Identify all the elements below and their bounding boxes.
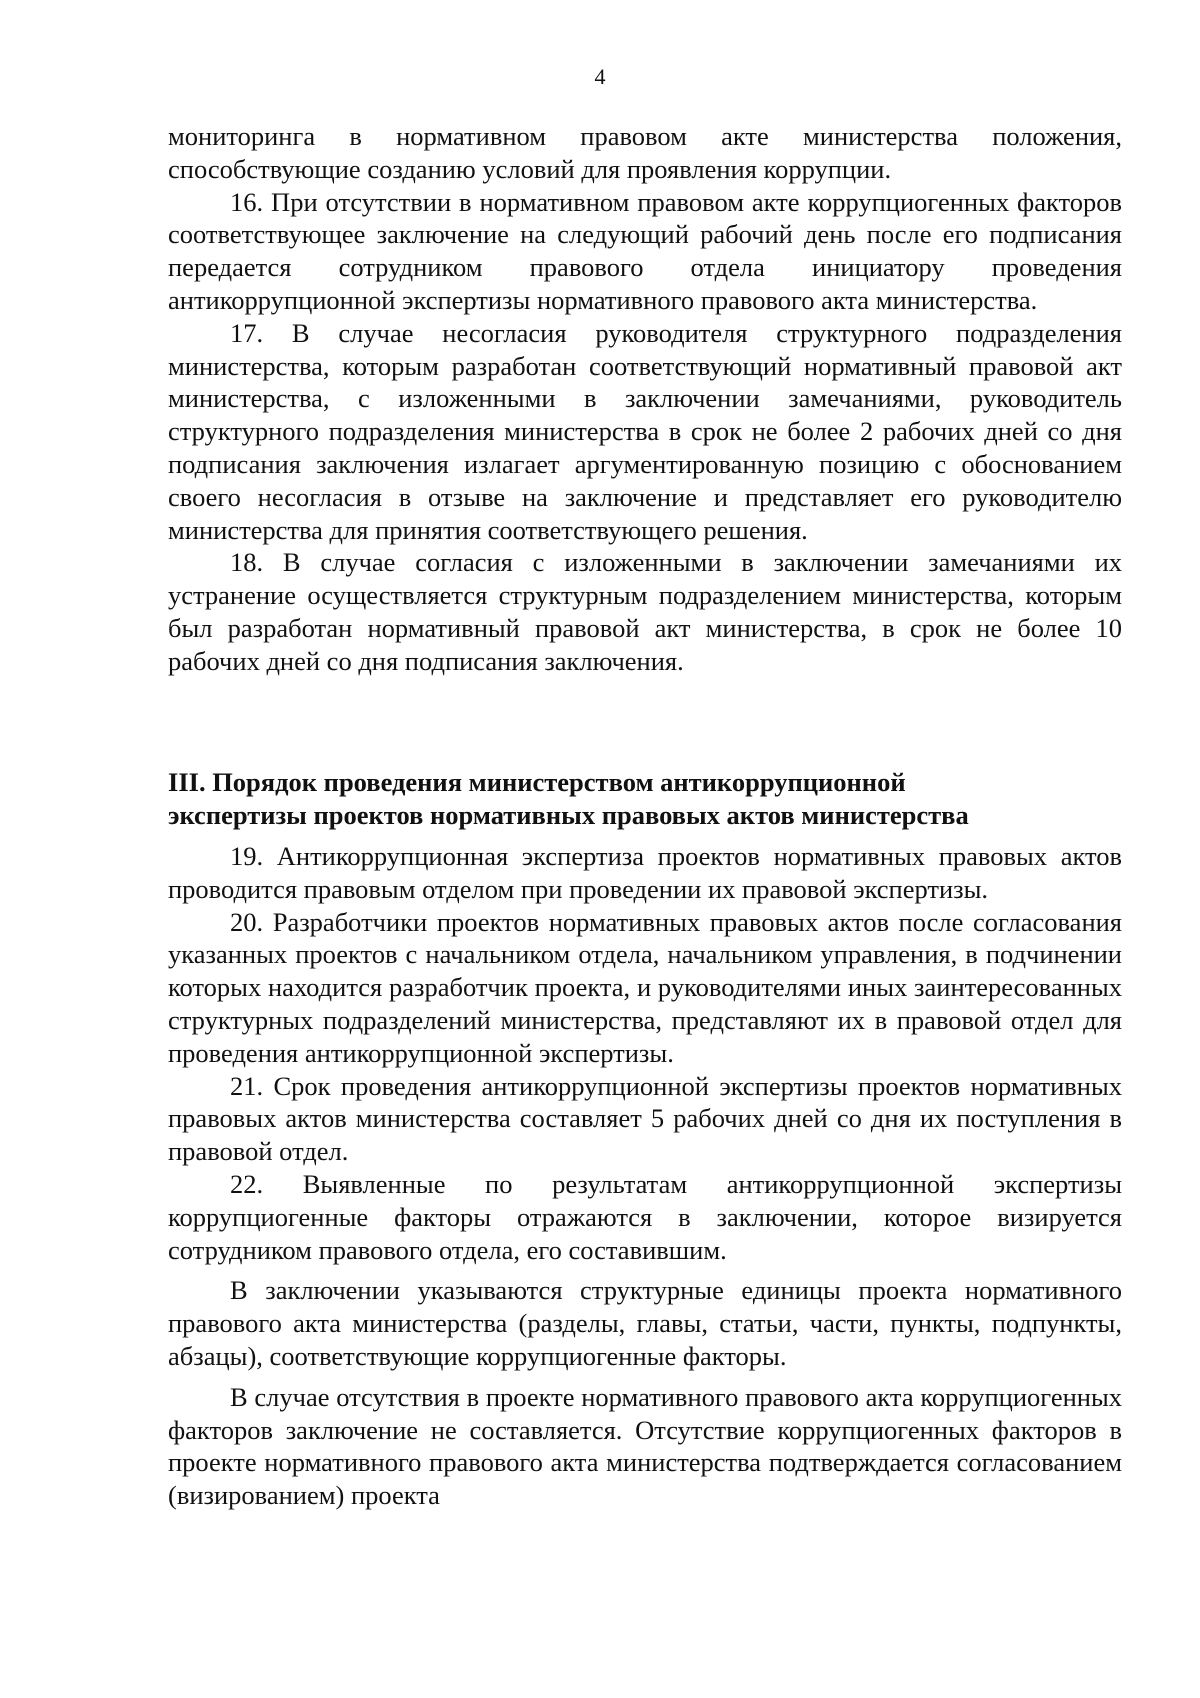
paragraph-continuation: мониторинга в нормативном правовом акте министерства положения, способствующие созданию условий для проявления коррупции. (168, 121, 1122, 184)
section-heading-line-2: экспертизы проектов нормативных правовых актов министерства (168, 799, 969, 830)
paragraph-19: 19. Антикоррупционная экспертиза проектов нормативных правовых актов проводится правовым отделом при проведении их правовой экспертизы. (168, 841, 1122, 904)
section-heading-line-1: III. Порядок проведения министерством антикоррупционной (168, 767, 906, 797)
paragraph-18: 18. В случае согласия с изложенными в заключении замечаниями их устранение осуществляется структурным подразделением министерства, которым был разработан нормативный правовой акт министерства, в срок не более 10 рабочих дней со дня подписания заключения. (168, 547, 1122, 676)
paragraph-21: 21. Срок проведения антикоррупционной экспертизы проектов нормативных правовых актов министерства составляет 5 рабочих дней со дня их поступления в правовой отдел. (168, 1070, 1122, 1167)
paragraph-absence-factors: В случае отсутствия в проекте нормативного правового акта коррупциогенных факторов заключение не составляется. Отсутствие коррупциогенных факторов в проекте нормативного правового акта министерства подтверждается согласованием (визированием) проекта (168, 1381, 1122, 1511)
page-number: 4 (594, 64, 606, 89)
paragraph-20: 20. Разработчики проектов нормативных правовых актов после согласования указанных проектов с начальником отдела, начальником управления, в подчинении которых находится разработчик проекта, и руководителями иных заинтересованных структурных подразделений министерства, представляют их в правовой отдел для проведения антикоррупционной экспертизы. (168, 906, 1122, 1068)
section-bottom-body (168, 840, 1122, 1512)
section-heading (168, 766, 1122, 832)
paragraph-16: 16. При отсутствии в нормативном правовом акте коррупциогенных факторов соответствующее заключение на следующий рабочий день после его подписания передается сотрудником правового отдела инициатору проведения антикоррупционной экспертизы нормативного правового акта министерства. (168, 186, 1122, 315)
paragraph-17: 17. В случае несогласия руководителя структурного подразделения министерства, которым разработан соответствующий нормативный правовой акт министерства, с изложенными в заключении замечаниями, руководитель структурного подразделения министерства в срок не более 2 рабочих дней со дня подписания заключения излагает аргументированную позицию с обоснованием своего несогласия в отзыве на заключение и представляет его руководителю министерства для принятия соответствующего решения. (168, 317, 1122, 545)
paragraph-conclusion-units: В заключении указываются структурные единицы проекта нормативного правового акта министерства (разделы, главы, статьи, части, пункты, подпункты, абзацы), соответствующие коррупциогенные факторы. (168, 1275, 1122, 1371)
section-top-body (168, 120, 1122, 678)
paragraph-22: 22. Выявленные по результатам антикоррупционной экспертизы коррупциогенные факторы отражаются в заключении, которое визируется сотрудником правового отдела, его составившим. (168, 1168, 1122, 1265)
